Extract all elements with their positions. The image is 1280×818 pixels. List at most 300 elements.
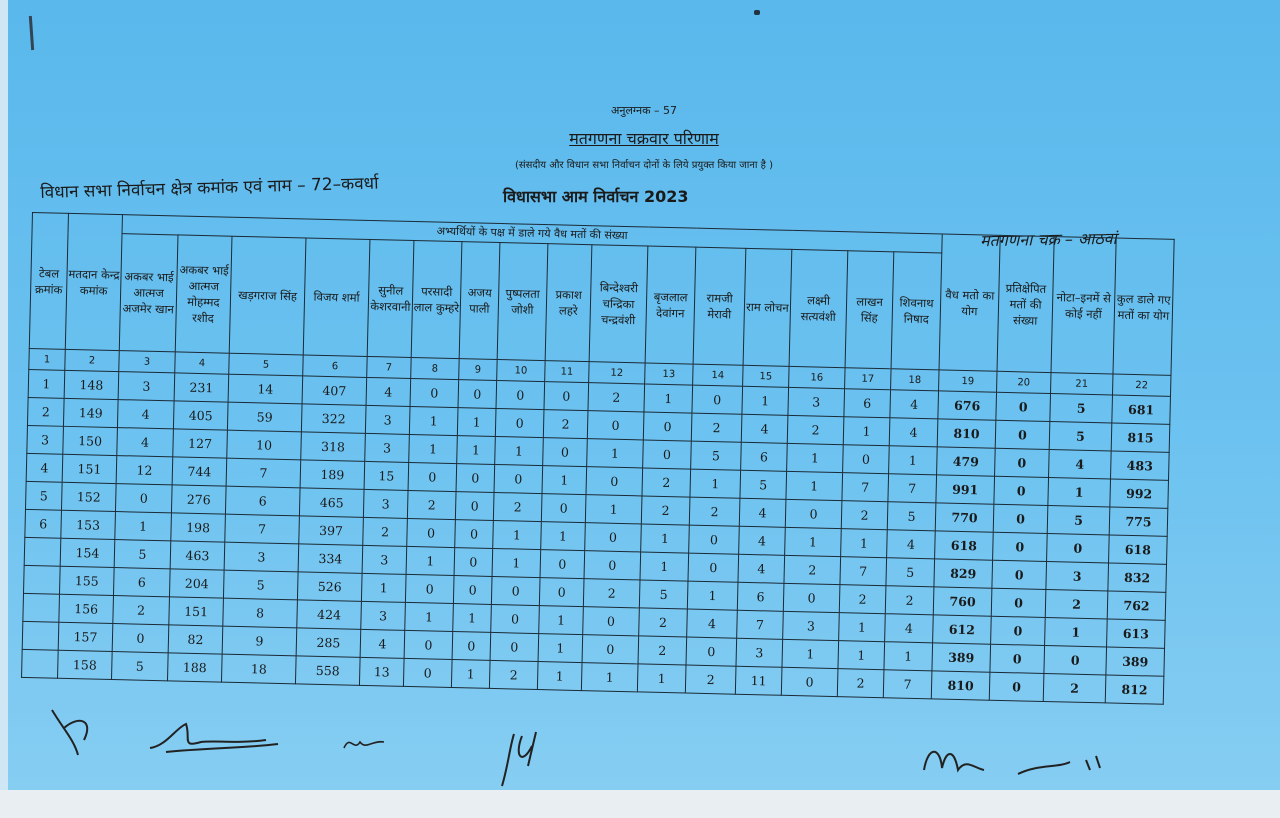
table-cell: 0 [781, 667, 838, 696]
table-cell: 5 [25, 481, 62, 510]
table-cell: 744 [172, 457, 227, 486]
table-cell: 0 [496, 380, 545, 409]
table-cell: 2 [113, 596, 170, 625]
election-name: विधासभा आम निर्वाचन 2023 [503, 187, 689, 206]
col-header: नोटा–इनमें से कोई नहीं [1051, 237, 1116, 374]
table-cell: 0 [587, 411, 644, 440]
candidate-header: परसादी लाल कुम्हरे [411, 241, 462, 359]
table-cell: 0 [112, 624, 169, 653]
table-cell: 5 [112, 652, 169, 681]
column-number: 8 [411, 357, 459, 379]
table-cell: 0 [491, 576, 540, 605]
table-cell: 2 [588, 383, 645, 412]
table-cell: 5 [691, 441, 742, 470]
table-cell: 4 [741, 414, 788, 443]
table-cell: 14 [228, 374, 303, 404]
table-cell: 829 [934, 559, 993, 588]
table-cell: 762 [1107, 591, 1166, 620]
table-cell: 618 [1109, 535, 1168, 564]
table-cell: 0 [490, 632, 539, 661]
signature-3 [340, 728, 390, 758]
candidate-header: सुनील केशरवानी [367, 239, 414, 357]
table-cell: 7 [842, 473, 889, 502]
table-cell: 2 [787, 415, 844, 444]
table-cell: 613 [1107, 619, 1166, 648]
candidate-header: लाखन सिंह [845, 251, 894, 369]
table-cell: 4 [739, 526, 786, 555]
candidate-header: विजय शर्मा [303, 238, 370, 356]
table-cell: 13 [359, 657, 404, 686]
table-cell: 1 [361, 573, 406, 602]
table-cell: 4 [26, 453, 63, 482]
table-cell: 1 [538, 634, 583, 663]
table-cell: 2 [885, 586, 934, 615]
ink-dot [754, 10, 760, 15]
table-cell: 276 [171, 485, 226, 514]
candidate-header: अकबर भाई आत्मज मोहम्मद रशीद [175, 235, 232, 353]
column-number: 17 [845, 368, 891, 390]
table-cell: 322 [301, 404, 366, 434]
table-cell: 0 [785, 499, 842, 528]
table-cell: 1 [787, 443, 844, 472]
table-cell: 0 [585, 523, 642, 552]
candidate-header: खड़गराज सिंह [229, 236, 306, 355]
table-cell: 0 [686, 637, 737, 666]
table-cell: 0 [643, 412, 692, 441]
table-cell: 0 [993, 504, 1048, 533]
table-cell: 1 [451, 660, 490, 689]
table-cell: 526 [297, 572, 362, 602]
table-cell: 0 [990, 644, 1045, 673]
column-number: 20 [997, 371, 1051, 393]
table-cell: 1 [786, 471, 843, 500]
table-cell: 7 [737, 610, 784, 639]
table-cell: 318 [301, 432, 366, 462]
table-cell: 0 [541, 494, 586, 523]
column-number: 13 [645, 363, 693, 385]
column-number: 16 [789, 366, 845, 388]
table-cell: 681 [1112, 395, 1171, 424]
page-subtitle: (संसदीय और विधान सभा निर्वाचन दोनों के लिये प्रयुक्त किया जाना है ) [514, 160, 774, 171]
table-cell: 152 [61, 482, 116, 511]
table-cell: 407 [302, 376, 367, 406]
candidate-header: रामजी मेरावी [693, 247, 746, 365]
table-cell: 1 [1048, 478, 1111, 507]
table-cell: 127 [173, 429, 228, 458]
column-number: 22 [1112, 374, 1170, 396]
table-cell: 424 [297, 600, 362, 630]
table-cell: 3 [27, 425, 64, 454]
table-cell: 463 [170, 541, 225, 570]
signature-4 [492, 726, 552, 790]
table-cell: 6 [844, 389, 891, 418]
table-cell: 0 [543, 438, 588, 467]
table-cell: 0 [454, 548, 493, 577]
candidate-header: लक्ष्मी सत्यवंशी [789, 249, 848, 367]
table-cell: 158 [58, 650, 113, 679]
table-cell: 3 [363, 489, 408, 518]
table-cell: 0 [458, 380, 497, 409]
table-cell: 1 [492, 548, 541, 577]
table-cell: 7 [840, 557, 887, 586]
table-cell: 0 [403, 658, 452, 687]
table-cell: 2 [489, 660, 538, 689]
table-cell: 810 [937, 419, 996, 448]
table-cell: 1 [115, 512, 172, 541]
table-cell: 0 [1044, 645, 1107, 674]
table-cell: 0 [583, 607, 640, 636]
column-number: 2 [65, 349, 119, 371]
table-cell: 2 [839, 585, 886, 614]
col-header: प्रतिक्षेपित मतों की संख्या [997, 235, 1054, 372]
table-cell: 4 [687, 609, 738, 638]
table-cell: 1 [581, 663, 638, 692]
table-cell: 1 [493, 520, 542, 549]
table-cell [23, 593, 60, 622]
table-cell: 2 [641, 496, 690, 525]
table-cell: 198 [171, 513, 226, 542]
column-number: 7 [367, 356, 411, 378]
table-cell: 59 [227, 402, 302, 432]
table-cell: 1 [28, 369, 65, 398]
table-cell: 1 [884, 642, 933, 671]
table-cell: 1 [838, 641, 885, 670]
table-cell: 5 [223, 570, 298, 600]
table-cell: 0 [539, 578, 584, 607]
table-cell: 1 [537, 662, 582, 691]
table-cell [22, 621, 59, 650]
table-cell: 1 [644, 384, 693, 413]
table-cell: 2 [639, 608, 688, 637]
table-cell: 12 [116, 456, 173, 485]
table-cell: 0 [410, 378, 459, 407]
table-cell: 0 [996, 392, 1051, 421]
candidate-header: अकबर भाई आत्मज अजमेर खान [119, 234, 178, 352]
results-table-wrapper [21, 212, 1175, 705]
annex-number: अनुलग्नक – 57 [610, 104, 678, 117]
column-number: 19 [939, 370, 997, 392]
table-cell: 11 [735, 666, 782, 695]
table-cell: 1 [405, 602, 454, 631]
table-cell: 3 [1046, 561, 1109, 590]
table-cell: 2 [784, 555, 841, 584]
table-cell: 0 [494, 464, 543, 493]
table-cell: 153 [61, 510, 116, 539]
table-cell: 2 [363, 517, 408, 546]
table-cell: 1 [409, 406, 458, 435]
table-cell: 1 [453, 604, 492, 633]
candidate-header: शिवनाथ निषाद [891, 252, 942, 370]
table-cell: 4 [889, 418, 938, 447]
table-cell: 189 [300, 460, 365, 490]
table-cell: 2 [543, 410, 588, 439]
table-cell: 4 [887, 530, 936, 559]
column-number: 3 [119, 351, 175, 373]
constituency-label: विधान सभा निर्वाचन क्षेत्र कमांक एवं नाम – 72–कवर्धा [40, 173, 379, 203]
table-cell: 558 [295, 656, 360, 686]
column-number: 5 [229, 353, 303, 376]
table-cell: 5 [639, 580, 688, 609]
table-cell: 2 [685, 665, 736, 694]
table-cell: 0 [586, 467, 643, 496]
table-cell: 1 [641, 524, 690, 553]
table-cell: 992 [1110, 479, 1169, 508]
candidate-header: प्रकाश लहरे [545, 244, 592, 362]
table-cell: 154 [60, 538, 115, 567]
table-cell: 15 [364, 461, 409, 490]
table-cell: 1 [495, 436, 544, 465]
table-cell: 5 [114, 540, 171, 569]
table-cell: 5 [1050, 394, 1113, 423]
table-cell: 334 [298, 544, 363, 574]
table-cell: 0 [692, 385, 743, 414]
table-cell: 0 [783, 583, 840, 612]
signature-5 [918, 740, 1118, 780]
table-cell: 1 [843, 417, 890, 446]
table-cell: 2 [638, 636, 687, 665]
table-cell: 5 [1049, 422, 1112, 451]
table-cell: 6 [741, 442, 788, 471]
table-cell: 483 [1111, 451, 1170, 480]
table-cell: 231 [174, 373, 229, 402]
table-cell: 991 [936, 475, 995, 504]
table-cell: 479 [937, 447, 996, 476]
table-cell: 389 [1106, 647, 1165, 676]
table-cell: 4 [117, 428, 174, 457]
results-body [22, 348, 1171, 704]
column-number: 12 [589, 362, 645, 384]
table-cell: 2 [841, 501, 888, 530]
table-cell: 157 [58, 622, 113, 651]
column-number: 6 [303, 355, 367, 378]
table-cell: 0 [540, 550, 585, 579]
table-cell: 770 [935, 503, 994, 532]
table-cell: 151 [62, 454, 117, 483]
table-cell: 1 [585, 495, 642, 524]
table-cell: 1 [640, 552, 689, 581]
col-header: कुल डाले गए मतों का योग [1113, 238, 1174, 375]
table-cell: 618 [935, 531, 994, 560]
col-header: टेबल क्रमांक [29, 213, 68, 350]
table-cell: 0 [991, 616, 1046, 645]
table-cell: 0 [408, 462, 457, 491]
signature-2 [146, 718, 286, 758]
table-cell: 760 [933, 587, 992, 616]
table-cell: 4 [885, 614, 934, 643]
table-cell: 5 [1047, 506, 1110, 535]
table-cell: 0 [995, 420, 1050, 449]
table-cell: 0 [689, 525, 740, 554]
candidate-header: पुष्पलता जोशी [497, 243, 548, 361]
table-cell: 3 [118, 372, 175, 401]
table-cell: 3 [788, 387, 845, 416]
table-cell: 2 [1045, 589, 1108, 618]
table-cell: 5 [740, 470, 787, 499]
table-cell: 0 [115, 484, 172, 513]
table-cell: 1 [409, 434, 458, 463]
table-cell: 5 [887, 502, 936, 531]
table-cell: 188 [167, 653, 222, 682]
table-cell: 1 [542, 466, 587, 495]
table-cell: 1 [539, 606, 584, 635]
table-cell: 4 [1049, 450, 1112, 479]
table-cell: 389 [932, 643, 991, 672]
table-cell: 0 [989, 672, 1044, 701]
table-cell: 612 [933, 615, 992, 644]
table-cell: 2 [642, 468, 691, 497]
table-cell: 0 [456, 464, 495, 493]
table-cell: 2 [837, 669, 884, 698]
counting-round: मतगणना चक्र – आठवां [979, 228, 1117, 251]
table-cell: 0 [544, 382, 589, 411]
table-cell: 4 [890, 390, 939, 419]
table-cell: 0 [453, 576, 492, 605]
table-cell: 4 [366, 377, 411, 406]
table-cell: 1 [785, 527, 842, 556]
table-cell: 150 [63, 426, 118, 455]
table-cell: 7 [226, 458, 301, 488]
table-cell: 1 [841, 529, 888, 558]
table-cell: 775 [1109, 507, 1168, 536]
table-cell: 1 [637, 664, 686, 693]
table-cell: 3 [362, 545, 407, 574]
table-cell: 0 [995, 448, 1050, 477]
table-cell: 3 [783, 611, 840, 640]
table-cell: 1 [457, 436, 496, 465]
table-cell: 155 [60, 566, 115, 595]
table-cell: 4 [738, 554, 785, 583]
table-cell: 0 [993, 532, 1048, 561]
table-cell [22, 649, 59, 678]
table-cell: 1 [742, 386, 789, 415]
table-cell: 1 [541, 522, 586, 551]
candidates-group-header: अभ्यर्थियों के पक्ष में डाले गये वैध मतों की संख्या [122, 215, 942, 253]
candidate-header: राम लोचन [743, 248, 792, 366]
table-cell: 3 [365, 405, 410, 434]
table-cell: 2 [407, 490, 456, 519]
table-cell: 1 [782, 639, 839, 668]
table-cell: 397 [299, 516, 364, 546]
table-cell: 204 [169, 569, 224, 598]
candidate-header: बिन्देश्वरी चन्द्रिका चन्द्रवंशी [589, 245, 648, 363]
table-cell: 2 [1043, 673, 1106, 702]
table-cell: 3 [361, 601, 406, 630]
col-header: वैध मतो का योग [939, 234, 1000, 371]
column-number: 10 [497, 359, 545, 381]
column-number: 15 [743, 365, 789, 387]
table-cell: 7 [883, 670, 932, 699]
table-cell: 465 [299, 488, 364, 518]
table-cell: 815 [1111, 423, 1170, 452]
column-number: 14 [693, 364, 743, 386]
table-cell: 2 [27, 397, 64, 426]
results-table [21, 212, 1175, 705]
table-cell: 2 [583, 579, 640, 608]
table-cell: 0 [452, 632, 491, 661]
table-cell: 10 [227, 430, 302, 460]
table-cell: 1 [406, 546, 455, 575]
table-cell: 0 [1047, 534, 1110, 563]
column-number: 1 [29, 348, 65, 370]
table-cell: 285 [296, 628, 361, 658]
table-cell: 9 [222, 626, 297, 656]
candidate-header: अजय पाली [459, 242, 500, 360]
column-number: 4 [175, 352, 229, 374]
table-cell: 7 [225, 514, 300, 544]
table-cell: 1 [687, 581, 738, 610]
column-number: 18 [891, 369, 939, 391]
table-cell: 676 [938, 391, 997, 420]
table-cell: 0 [582, 635, 639, 664]
table-cell: 3 [224, 542, 299, 572]
table-cell: 0 [991, 588, 1046, 617]
table-cell: 0 [584, 551, 641, 580]
table-cell: 0 [404, 630, 453, 659]
table-cell: 6 [25, 509, 62, 538]
column-number: 11 [545, 361, 589, 383]
table-cell [24, 565, 61, 594]
table-cell [24, 537, 61, 566]
table-cell: 149 [63, 398, 118, 427]
table-cell: 2 [691, 413, 742, 442]
table-cell: 82 [168, 625, 223, 654]
table-cell: 4 [117, 400, 174, 429]
table-cell: 5 [886, 558, 935, 587]
table-cell: 3 [365, 433, 410, 462]
table-cell: 0 [407, 518, 456, 547]
table-cell: 1 [690, 469, 741, 498]
table-cell: 0 [495, 408, 544, 437]
signature-1 [44, 700, 114, 760]
table-cell: 3 [736, 638, 783, 667]
table-cell: 151 [169, 597, 224, 626]
table-cell: 0 [405, 574, 454, 603]
paper-sheet [8, 0, 1280, 790]
col-header: मतदान केन्द्र कमांक [65, 213, 122, 350]
table-cell: 148 [64, 370, 119, 399]
table-cell: 0 [992, 560, 1047, 589]
table-cell: 1 [457, 408, 496, 437]
background-floor [0, 790, 1280, 818]
pencil-mark [29, 16, 34, 50]
table-cell: 4 [360, 629, 405, 658]
candidate-header: बृजलाल देवांगन [645, 246, 696, 364]
table-cell: 812 [1105, 675, 1164, 704]
table-cell: 832 [1108, 563, 1167, 592]
table-cell: 7 [888, 474, 937, 503]
table-cell: 6 [225, 486, 300, 516]
table-cell: 0 [994, 476, 1049, 505]
table-cell: 156 [59, 594, 114, 623]
table-cell: 1 [839, 613, 886, 642]
table-cell: 2 [689, 497, 740, 526]
table-cell: 1 [587, 439, 644, 468]
table-cell: 0 [455, 492, 494, 521]
table-cell: 6 [113, 568, 170, 597]
table-cell: 1 [889, 446, 938, 475]
table-cell: 6 [737, 582, 784, 611]
table-cell: 405 [173, 401, 228, 430]
page-title: मतगणना चक्रवार परिणाम [569, 129, 719, 148]
column-number: 21 [1051, 373, 1113, 395]
table-cell: 0 [688, 553, 739, 582]
table-cell: 1 [1045, 617, 1108, 646]
table-cell: 18 [221, 654, 296, 684]
column-number: 9 [459, 359, 497, 381]
table-cell: 4 [739, 498, 786, 527]
table-cell: 0 [455, 520, 494, 549]
table-cell: 0 [643, 440, 692, 469]
